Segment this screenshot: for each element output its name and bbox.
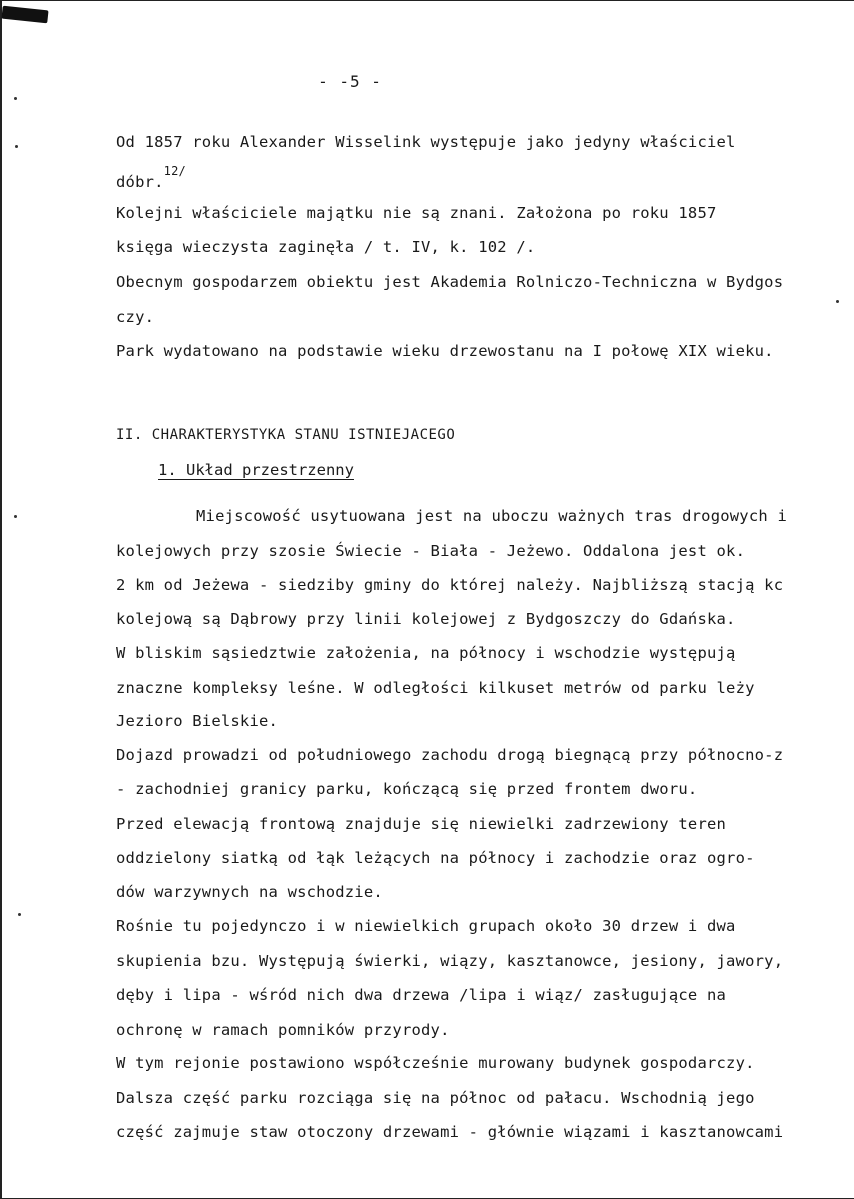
text-line: Obecnym gospodarzem obiektu jest Akademia Rolniczo-Techniczna w Bydgos [116, 273, 784, 291]
section-heading: II. CHARAKTERYSTYKA STANU ISTNIEJACEGO [116, 427, 456, 443]
scan-speck [18, 913, 21, 916]
body-line: Miejscowość usytuowana jest na uboczu ważnych tras drogowych i [196, 507, 787, 525]
body-line: Przed elewacją frontową znajduje się niewielki zadrzewiony teren [116, 815, 727, 833]
text-line: Park wydatowano na podstawie wieku drzewostanu na I połowę XIX wieku. [116, 342, 774, 360]
body-line: kolejowych przy szosie Świecie - Biała - Jeżewo. Oddalona jest ok. [116, 542, 746, 560]
scan-speck [15, 145, 18, 148]
body-line: Dojazd prowadzi od południowego zachodu drogą biegnącą przy północno-z [116, 746, 784, 764]
text-line: księga wieczysta zaginęła / t. IV, k. 102 /. [116, 238, 536, 256]
body-line: W tym rejonie postawiono współcześnie murowany budynek gospodarczy. [116, 1054, 755, 1072]
body-line: ochronę w ramach pomników przyrody. [116, 1021, 450, 1039]
body-line: skupienia bzu. Występują świerki, wiązy, kasztanowce, jesiony, jawory, [116, 952, 784, 970]
footnote-marker: 12/ [163, 164, 186, 178]
subsection-heading [158, 461, 354, 479]
subsection-heading-text: 1. Układ przestrzenny [158, 461, 354, 479]
body-line: Rośnie tu pojedynczo i w niewielkich grupach około 30 drzew i dwa [116, 917, 736, 935]
body-line: Dalsza część parku rozciąga się na północ od pałacu. Wschodnią jego [116, 1089, 755, 1107]
body-line: część zajmuje staw otoczony drzewami - głównie wiązami i kasztanowcami [116, 1123, 784, 1141]
text-line: czy. [116, 308, 155, 326]
body-line: Jezioro Bielskie. [116, 712, 279, 730]
text-line: Kolejni właściciele majątku nie są znani. Założona po roku 1857 [116, 204, 717, 222]
text-fragment: dóbr. [116, 173, 164, 192]
scan-speck [836, 300, 839, 303]
page-number: - -5 - [318, 72, 382, 91]
body-line: - zachodniej granicy parku, kończącą się przed frontem dworu. [116, 780, 698, 798]
body-line: dów warzywnych na wschodzie. [116, 883, 383, 901]
body-line: 2 km od Jeżewa - siedziby gminy do której należy. Najbliższą stacją kc [116, 576, 784, 594]
body-line: W bliskim sąsiedztwie założenia, na północy i wschodzie występują [116, 644, 736, 662]
body-line: oddzielony siatką od łąk leżących na północy i zachodzie oraz ogro- [116, 849, 755, 867]
scan-speck [14, 515, 17, 518]
scan-speck [14, 97, 17, 100]
body-line: kolejową są Dąbrowy przy linii kolejowej z Bydgoszczy do Gdańska. [116, 610, 736, 628]
body-line: znaczne kompleksy leśne. W odległości kilkuset metrów od parku leży [116, 679, 755, 697]
text-line: Od 1857 roku Alexander Wisselink występuje jako jedyny właściciel [116, 133, 736, 151]
body-line: dęby i lipa - wśród nich dwa drzewa /lipa i wiąz/ zasługujące na [116, 986, 727, 1004]
text-line [116, 164, 186, 192]
